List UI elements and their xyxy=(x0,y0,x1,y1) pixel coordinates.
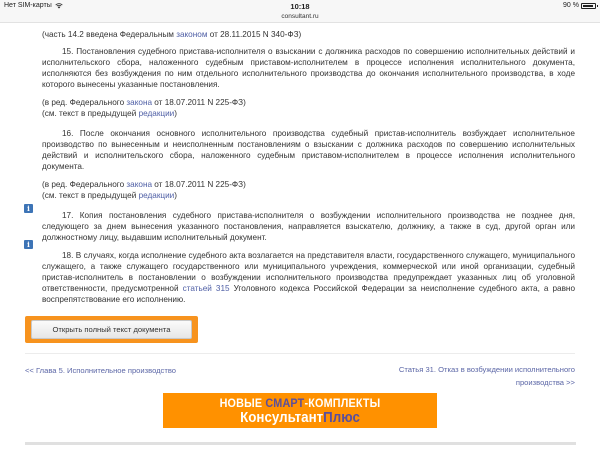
paragraph-18 xyxy=(42,250,575,305)
note-text: (см. текст в предыдущей xyxy=(42,109,139,118)
law-link[interactable]: закона xyxy=(126,180,153,189)
battery-percent: 90 % xyxy=(563,2,579,9)
prev-chapter-link[interactable]: << Глава 5. Исполнительное производство xyxy=(25,366,176,375)
paragraph-17: 17. Копия постановления судебного пристава-исполнителя о возбуждении исполнительного производства не позднее дня, следующего за днем вынесения указанного постановления, направляется взыскателю, должнику, а также в суд, другой орган или должностному лицу, выдавшим исполнительный документ. xyxy=(42,211,575,242)
open-full-text-button[interactable]: Открыть полный текст документа xyxy=(31,320,192,339)
note-text: от 28.11.2015 N 340-ФЗ) xyxy=(207,30,302,39)
next-article-link[interactable]: Статья 31. Отказ в возбуждении исполнительного производства >> xyxy=(398,365,575,387)
clock: 10:18 xyxy=(290,2,310,11)
note-text: (см. текст в предыдущей xyxy=(42,191,139,200)
consultant-plus-ad-banner[interactable] xyxy=(163,393,437,428)
banner-brand-accent: Плюс xyxy=(323,410,360,426)
law-link[interactable]: законом xyxy=(176,30,208,39)
previous-edition-link[interactable]: редакции xyxy=(138,109,175,118)
paragraph-15-notes xyxy=(42,97,575,119)
note-text: ) xyxy=(174,191,177,200)
previous-edition-link[interactable]: редакции xyxy=(138,191,175,200)
note-text: (часть 14.2 введена Федеральным xyxy=(42,30,177,39)
carrier-label: Нет SIM-карты xyxy=(4,2,52,9)
banner-line-2 xyxy=(174,410,426,426)
banner-text: НОВЫЕ xyxy=(219,396,266,410)
banner-brand-text: Консультант xyxy=(240,410,324,426)
paragraph-16: 16. После окончания основного исполнительного производства судебный пристав-исполнитель возбуждает исполнительное производство по вынесенным и неисполненным постановлениям о взыскании с должника расходов по совершению исполнительных действий и исполнительского сбора, наложенного судебным приставом-исполнителем в процессе исполнения исполнительного документа. xyxy=(42,129,575,171)
paragraph-text: 18. В случаях, когда исполнение судебного акта возлагается на представителя власти, государственного служащего, муниципального служащего, а также служащего государственного или муниципального учреждения, коммерческой или иной организации, судебный пристав-исполнитель в постановлении о возбуждении исполнительного производства предупреждает указанных лиц об уголовной ответственности, предусмотренной xyxy=(42,251,575,293)
note-text: от 18.07.2011 N 225-ФЗ) xyxy=(152,98,246,107)
footer-bar xyxy=(25,442,576,445)
note-text: ) xyxy=(174,109,177,118)
paragraph-15: 15. Постановления судебного пристава-исполнителя о взыскании с должника расходов по совершению исполнительных действий и исполнительского сбора, наложенного судебным приставом-исполнителем в процессе исполнения исполнительного документа, исполняются без возбуждения по ним отдельного исполнительного производства до окончания исполнительного производства, в ходе которого вынесены указанные постановления. xyxy=(42,47,575,89)
banner-line-1 xyxy=(177,393,424,410)
article-315-link[interactable]: статьей 315 xyxy=(182,284,230,293)
paragraph-text: Уголовного кодекса Российской Федерации за неисполнение судебного акта, а равно воспрепятствование его исполнению. xyxy=(42,284,576,304)
address-bar-url[interactable]: consultant.ru xyxy=(281,13,319,20)
battery-status xyxy=(563,2,596,9)
paragraph-16-notes xyxy=(42,179,575,201)
ios-status-bar xyxy=(0,0,600,23)
note-text: (в ред. Федерального xyxy=(42,180,127,189)
document-body xyxy=(42,29,575,312)
info-icon[interactable]: i xyxy=(24,204,33,213)
note-text: (в ред. Федерального xyxy=(42,98,127,107)
banner-text: -КОМПЛЕКТЫ xyxy=(304,396,381,410)
divider xyxy=(25,353,575,354)
note-part-14-2 xyxy=(42,29,575,40)
battery-icon xyxy=(581,3,596,9)
law-link[interactable]: закона xyxy=(126,98,153,107)
open-full-text-frame xyxy=(25,316,198,343)
banner-accent-text: СМАРТ xyxy=(265,396,305,410)
note-text: от 18.07.2011 N 225-ФЗ) xyxy=(152,180,246,189)
info-icon[interactable]: i xyxy=(24,240,33,249)
